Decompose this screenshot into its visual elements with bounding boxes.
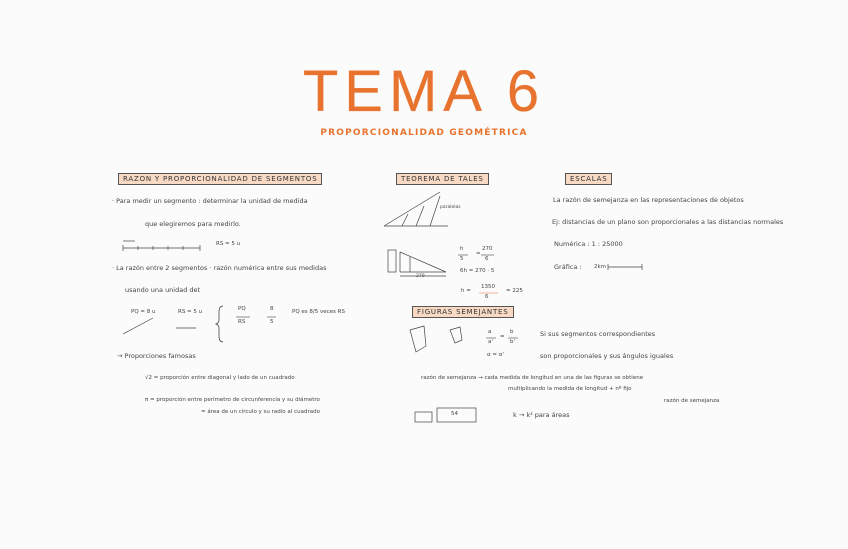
area-rule: k → k² para áreas [513,411,570,419]
section-title-semejantes: FIGURAS SEMEJANTES [412,306,514,318]
h-line-3-bot: 6 [485,294,489,300]
razon-line-4: usando una unidad det [125,286,201,294]
escalas-line-1: La razón de semejanza en las representaciones de objetos [553,196,744,204]
h-eq-bot: 6 [485,256,489,262]
famous-proportions: → Proporciones famosas [117,352,196,360]
ratio-b-top: b [510,329,514,335]
escala-grafica: Gráfica : [554,263,582,271]
ratio-b-bot: b' [510,339,516,345]
similar-figures-diagram [410,326,462,352]
segment-rs-label: RS = 5 u [216,241,241,247]
razon-line-3: · La razón entre 2 segmentos · razón numérica entre sus medidas [112,264,327,272]
section-title-escalas: ESCALAS [565,173,612,185]
escalas-line-2: Ej: distancias de un plano son proporcionales a las distancias normales [552,218,784,226]
frac-rs: RS [238,319,246,325]
cond-1: Si sus segmentos correspondientes [540,330,656,338]
shadow-triangle-diagram [388,250,446,276]
frac-5: 5 [270,319,274,325]
area-value: 54 [451,411,458,417]
razon-line-1: · Para medir un segmento : determinar la unidad de medida [112,197,308,205]
h-line-2: 6h = 270 · 5 [460,268,495,274]
razon-semejanza-3: razón de semejanza [664,398,720,404]
razon-semejanza-1: razón de semejanza → cada medida de longitud en una de las figuras se obtiene [421,375,644,381]
h-frac-bot: 5 [460,256,464,262]
ratio-a-top: a [488,329,492,335]
escala-numerica: Numérica : 1 : 25000 [554,240,623,248]
equals-sign-2: = [500,334,505,340]
frac-pq: PQ [238,306,246,312]
equals-sign: = [476,251,481,257]
razon-line-2: que elegiremos para medirlo. [145,220,241,228]
ratio-text: PQ es 8/5 veces RS [292,309,345,315]
angles-equal: α = α' [487,352,504,358]
h-line-3-b: = 225 [506,288,523,294]
pq-label: PQ = 8 u [131,309,156,315]
paralelas-label: paralelas [440,205,461,210]
pi-note-1: π = proporción entre perímetro de circunferencia y su diámetro [145,397,320,403]
escala-grafica-unit: 2km [594,264,607,270]
h-line-3-a: h = [461,288,471,294]
sqrt2-note: √2 = proporción entre diagonal y lado de un cuadrado [145,375,295,381]
tales-diagram [384,192,448,226]
section-title-tales: TEOREMA DE TALES [396,173,489,185]
h-line-3-top: 1350 [481,284,495,290]
frac-8: 8 [270,306,274,312]
segment-rs-diagram [123,241,200,251]
pi-note-2: = área de un círculo y su radio al cuadrado [201,409,320,415]
segment-pq-diagram [123,318,196,334]
h-frac-top: h [460,246,464,252]
base-label: 270 [416,274,425,279]
page-subtitle: PROPORCIONALIDAD GEOMÉTRICA [320,128,528,138]
h-eq-top: 270 [482,246,493,252]
rs-label: RS = 5 u [178,309,203,315]
cond-2: son proporcionales y sus ángulos iguales [540,352,674,360]
section-title-razon: RAZON Y PROPORCIONALIDAD DE SEGMENTOS [118,173,322,185]
brace-icon [216,306,223,342]
page-title: TEMA 6 [302,59,546,124]
area-rectangles-diagram [415,408,476,422]
graphic-scale-icon [608,264,642,270]
razon-semejanza-2: multiplicando la medida de longitud + nº fijo [508,386,632,392]
ratio-a-bot: a' [488,339,493,345]
